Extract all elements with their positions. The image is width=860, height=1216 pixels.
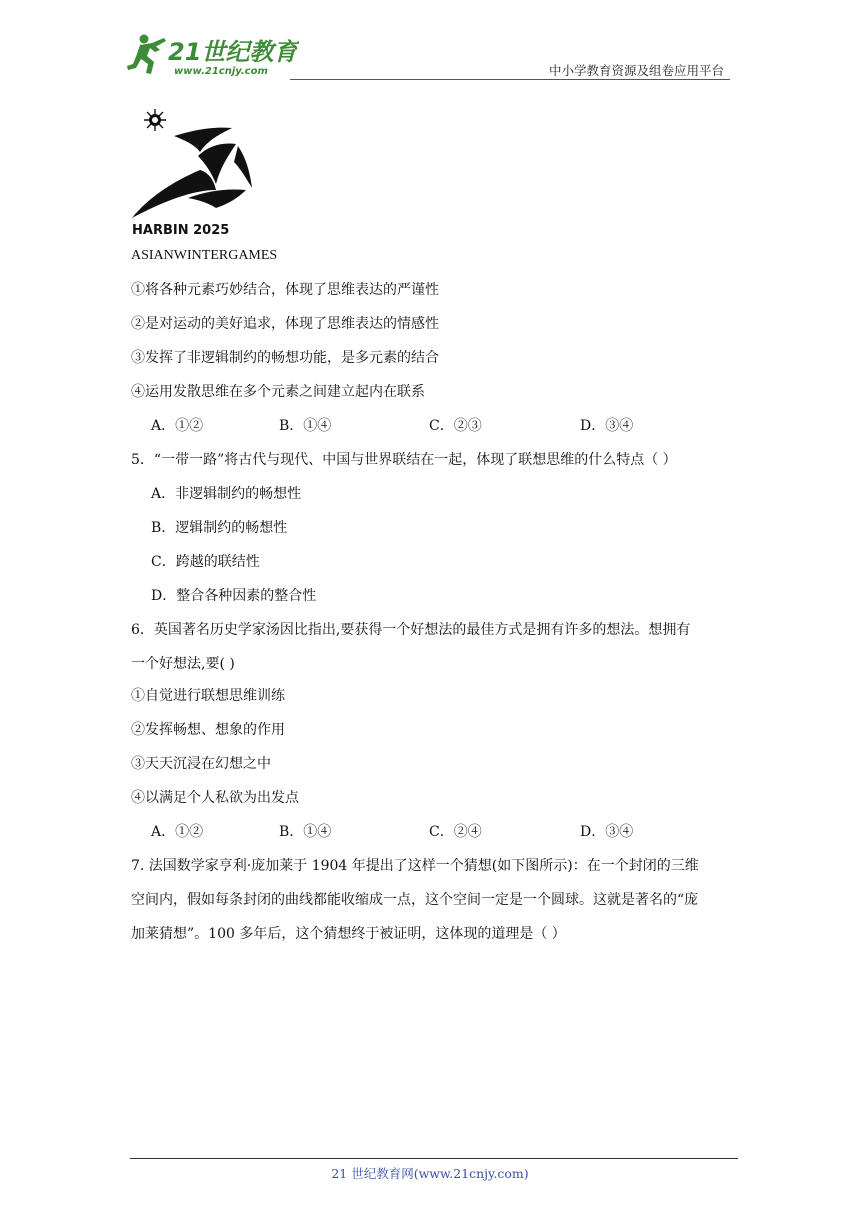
logo-text: 21世纪教育 <box>168 38 298 66</box>
harbin-asian-winter-games-emblem <box>128 106 268 236</box>
q4-option-b: B．①④ <box>279 418 332 434</box>
logo-url: www.21cnjy.com <box>174 66 268 77</box>
q6-option-d: D．③④ <box>580 824 634 840</box>
q6-stem-line-1: 6．英国著名历史学家汤因比指出,要获得一个好想法的最佳方式是拥有许多的想法。想拥有 <box>131 622 691 638</box>
q4-option-a: A．①② <box>151 418 204 434</box>
q6-option-b: B．①④ <box>279 824 332 840</box>
skater-figure <box>132 128 252 218</box>
page-header <box>0 0 860 80</box>
q6-statement-2: ②发挥畅想、想象的作用 <box>131 722 285 738</box>
q6-statement-3: ③天天沉浸在幻想之中 <box>131 756 271 772</box>
q4-option-c: C．②③ <box>429 418 482 434</box>
footer-site-link[interactable]: 21 世纪教育网(www.21cnjy.com) <box>331 1166 529 1181</box>
q6-option-c: C．②④ <box>429 824 482 840</box>
q6-option-a: A．①② <box>151 824 204 840</box>
q6-statement-1: ①自觉进行联想思维训练 <box>131 688 285 704</box>
site-logo[interactable] <box>124 30 299 80</box>
q5-stem: 5．“一带一路”将古代与现代、中国与世界联结在一起，体现了联想思维的什么特点（ ） <box>131 452 677 468</box>
q5-option-b: B．逻辑制约的畅想性 <box>151 520 288 536</box>
header-divider <box>290 79 730 80</box>
q7-stem-line-1: 7. 法国数学家亨利·庞加莱于 1904 年提出了这样一个猜想(如下图所示)：在一个封闭的三维 <box>131 858 699 874</box>
q4-option-d: D．③④ <box>580 418 634 434</box>
q6-stem-line-2: 一个好想法,要( ) <box>131 656 235 672</box>
q5-option-c: C．跨越的联结性 <box>151 554 260 570</box>
q7-stem-line-3: 加莱猜想”。100 多年后，这个猜想终于被证明，这体现的道理是（ ） <box>131 926 566 942</box>
q6-statement-4: ④以满足个人私欲为出发点 <box>131 790 299 806</box>
footer-divider <box>130 1158 738 1159</box>
runner-icon <box>127 35 166 75</box>
q7-stem-line-2: 空间内，假如每条封闭的曲线都能收缩成一点，这个空间一定是一个圆球。这就是著名的“庞 <box>131 892 699 908</box>
q4-statement-3: ③发挥了非逻辑制约的畅想功能，是多元素的结合 <box>131 350 439 366</box>
sun-icon <box>144 109 166 131</box>
q4-statement-1: ①将各种元素巧妙结合，体现了思维表达的严谨性 <box>131 282 439 298</box>
q5-option-d: D．整合各种因素的整合性 <box>151 588 317 604</box>
emblem-event-text: HARBIN 2025 <box>132 223 230 236</box>
q4-statement-2: ②是对运动的美好追求，体现了思维表达的情感性 <box>131 316 439 332</box>
platform-label: 中小学教育资源及组卷应用平台 <box>548 63 724 78</box>
q4-statement-4: ④运用发散思维在多个元素之间建立起内在联系 <box>131 384 425 400</box>
q5-option-a: A．非逻辑制约的畅想性 <box>151 486 302 502</box>
emblem-caption: ASIANWINTERGAMES <box>131 248 278 263</box>
